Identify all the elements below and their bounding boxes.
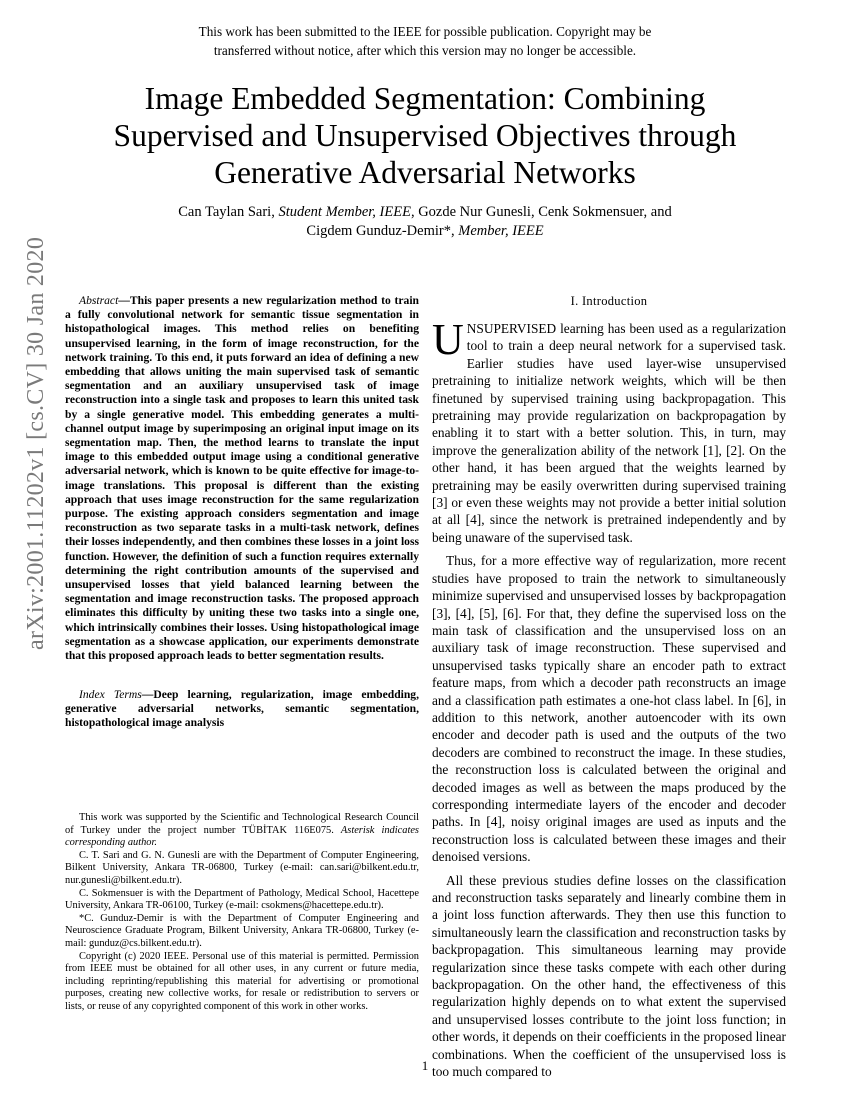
title-line-2: Supervised and Unsupervised Objectives through — [113, 118, 737, 153]
footnotes — [65, 812, 419, 1014]
drop-cap: U — [432, 315, 464, 364]
abstract-text: —This paper presents a new regularization method to train a fully convolutional network for semantic tissue segmentation in histopathological images. This method relies on benefiting unsupervised learning, in the form of image reconstruction, for the network training. To this end, it puts forward an idea of defining a new embedding that allows uniting the main supervised task of semantic segmentation and an auxiliary unsupervised task of image reconstruction into a single task and proposes to learn this united task by a single generative model. This embedding generates a multi-channel output image by superimposing an original input image on its segmentation map. Then, the method learns to translate the input image to this embedded output image using a conditional generative adversarial network, which is known to be quite effective for image-to-image translations. This proposal is different than the existing approach that uses image reconstruction for the same regularization purpose. The existing approach considers segmentation and image reconstruction as two separate tasks in a multi-task network, defines their losses independently, and then combines these losses in a joint loss function. However, the definition of such a function requires externally determining the right contribution amounts of the supervised and unsupervised losses that yield balanced learning between the segmentation and image reconstruction tasks. The proposed approach eliminates this difficulty by uniting these two tasks into a single one, which intrinsically combines their losses. Using histopathological image segmentation as a showcase application, our experiments demonstrate that this proposed approach leads to better segmentation results. — [65, 294, 419, 663]
title-line-1: Image Embedded Segmentation: Combining — [144, 81, 706, 116]
submission-notice — [150, 22, 700, 60]
footnote-affiliation-1: C. T. Sari and G. N. Gunesli are with the Department of Computer Engineering, Bilkent University, Ankara TR-06800, Turkey (e-mail: can.sari@bilkent.edu.tr, nur.gunesli@bilkent.edu.tr). — [65, 849, 419, 886]
footnote-asterisk-note: Asterisk indicates corresponding author. — [65, 824, 419, 849]
index-terms-text: —Deep learning, regularization, image embedding, generative adversarial networks, semantic segmentation, histopathological image analysis — [65, 688, 420, 730]
intro-paragraph-1 — [432, 315, 786, 546]
footnote-copyright: Copyright (c) 2020 IEEE. Personal use of this material is permitted. Permission from IEEE must be obtained for all other uses, in any current or future media, including reprinting/republishing this material for advertising or promotional purposes, creating new collective works, for resale or redistribution to servers or lists, or reuse of any copyrighted component of this work in other works. — [65, 950, 419, 1012]
notice-line-1: This work has been submitted to the IEEE for possible publication. Copyright may be — [198, 24, 652, 39]
footnote-affiliation-2: C. Sokmensuer is with the Department of Pathology, Medical School, Hacettepe University, Ankara TR-06100, Turkey (e-mail: csokmens@hacettepe.edu.tr). — [65, 887, 419, 912]
author-1: Can Taylan Sari, — [178, 204, 275, 220]
arxiv-stamp: arXiv:2001.11202v1 [cs.CV] 30 Jan 2020 — [23, 236, 49, 650]
title-line-3: Generative Adversarial Networks — [214, 155, 636, 190]
page-number: 1 — [421, 1058, 429, 1073]
author-1-role: Student Member, IEEE — [278, 204, 411, 220]
author-4-role: Member, IEEE — [458, 223, 544, 239]
author-4: Cigdem Gunduz-Demir*, — [306, 223, 455, 239]
author-2-3-4: , Gozde Nur Gunesli, Cenk Sokmensuer, and — [410, 204, 672, 220]
footnote-funding — [65, 812, 419, 850]
intro-paragraph-3: All these previous studies define losses on the classification and reconstruction tasks separately and linearly combine them in a joint loss function afterwards. They then use this function to simultaneously learn the classification and reconstruction tasks by backpropagation. This simultaneous learning may provide regularization since these tasks compete with each other during backpropagation. On the other hand, the effectiveness of this regularization highly depends on to what extent the supervised and unsupervised losses contribute to the joint loss function; in other words, it depends on their coefficients in the proposed linear combinations. When the coefficient of the unsupervised loss is too much compared to — [432, 872, 786, 1080]
footnote-funding-text: This work was supported by the Scientific and Technological Research Council of Turkey under the project number TÜBİTAK 116E075. — [65, 812, 419, 836]
abstract — [65, 294, 419, 663]
author-list — [80, 203, 770, 241]
index-terms — [65, 688, 419, 731]
footnote-affiliation-3: *C. Gunduz-Demir is with the Department of Computer Engineering and Neuroscience Graduate Program, Bilkent University, Ankara TR-06800, Turkey (e-mail: gunduz@cs.bilkent.edu.tr). — [65, 912, 419, 949]
notice-line-2: transferred without notice, after which this version may no longer be accessible. — [213, 43, 637, 58]
intro-paragraph-2: Thus, for a more effective way of regularization, more recent studies have proposed to train the network to simultaneously minimize supervised and unsupervised losses by backpropagation [3], [4], [5], [6]. For that, they define the supervised loss on the main task of classification and the unsupervised loss on an auxiliary task of image reconstruction. These supervised and unsupervised tasks typically share an encoder path to extract feature maps, from which a decoder path reconstructs an image and a classification path estimates a one-hot class label. In [6], in addition to this network, another autoencoder with its own encoder and decoder path is used and the outputs of the two decoders are combined to reconstruct the image. In these studies, the reconstruction loss is calculated between the original and decoded images as well as between the maps produced by the corresponding intermediate layers of the encoder and decoder paths. In [4], noisy original images are used as inputs and the reconstruction loss is calculated between these images and their denoised versions. — [432, 553, 786, 865]
introduction-body — [432, 315, 786, 1080]
abstract-lead: Abstract — [79, 294, 119, 307]
index-terms-lead: Index Terms — [79, 688, 142, 701]
section-heading: I. Introduction — [570, 294, 648, 308]
intro-paragraph-1-text: NSUPERVISED learning has been used as a regularization tool to train a deep neural network for a supervised task. Earlier studies have used layer-wise unsupervised pretraining to initialize network weights, which will be then finetuned by supervised training using backpropagation. This pretraining may provide regularization on backpropagation by enabling it to start with a better solution. This, in turn, may improve the generalization ability of the network [1], [2]. On the other hand, it has been argued that the weights learned by pretraining may be easily overwritten during supervised training [3] or even these weights may not provide a better initial solution at all [4], since the network is pretrained independently and by being unaware of the supervised task. — [432, 321, 786, 545]
paper-title — [40, 80, 810, 191]
